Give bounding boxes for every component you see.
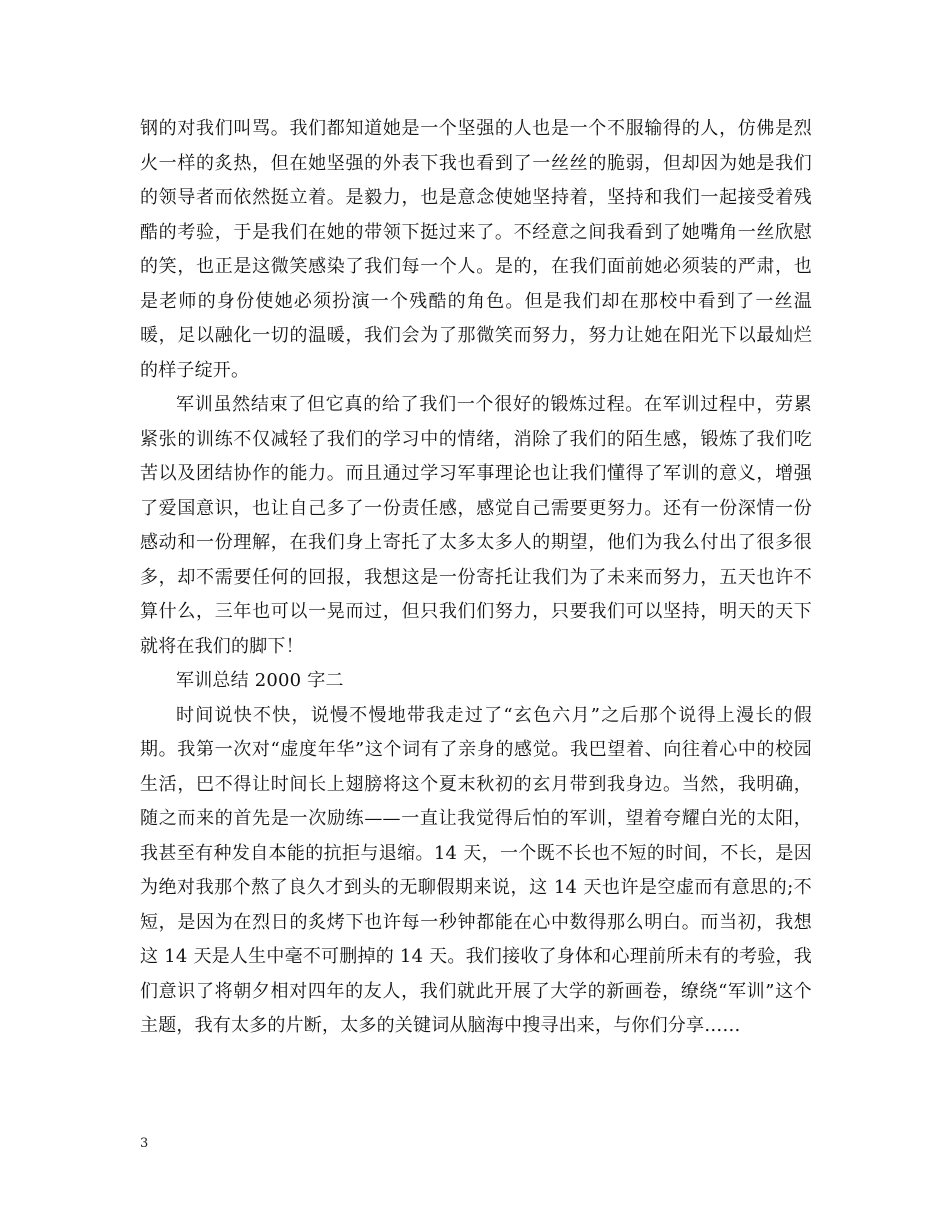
section-heading: 军训总结 2000 字二 (176, 670, 344, 691)
paragraph-1: 钢的对我们叫骂。我们都知道她是一个坚强的人也是一个不服输得的人，仿佛是烈火一样的炙热，但在她坚强的外表下我也看到了一丝丝的脆弱，但却因为她是我们的领导者而依然挺立着。是毅力，也是意念使她坚持着，坚持和我们一起接受着残酷的考验，于是我们在她的带领下挺过来了。不经意之间我看到了她嘴角一丝欣慰的笑，也正是这微笑感染了我们每一个人。是的，在我们面前她必须装的严肃，也是老师的身份使她必须扮演一个残酷的角色。但是我们却在那校中看到了一丝温暖，足以融化一切的温暖，我们会为了那微笑而努力，努力让她在阳光下以最灿烂的样子绽开。 (140, 118, 812, 381)
paragraph-3: 时间说快不快，说慢不慢地带我走过了“玄色六月”之后那个说得上漫长的假期。我第一次对“虚度年华”这个词有了亲身的感觉。我巴望着、向往着心中的校园生活，巴不得让时间长上翅膀将这个夏末秋初的玄月带到我身边。当然，我明确，随之而来的首先是一次励练——一直让我觉得后怕的军训，望着夸耀白光的太阳，我甚至有种发自本能的抗拒与退缩。14 天，一个既不长也不短的时间，不长，是因为绝对我那个熬了良久才到头的无聊假期来说，这 14 天也许是空虚而有意思的;不短，是因为在烈日的炙烤下也许每一秒钟都能在心中数得那么明白。而当初，我想这 14 天是人生中毫不可删掉的 14 天。我们接收了身体和心理前所未有的考验，我们意识了将朝夕相对四年的友人，我们就此开展了大学的新画卷，缭绕“军训”这个主题，我有太多的片断，太多的关键词从脑海中搜寻出来，与你们分享…… (140, 704, 812, 1036)
paragraph-2: 军训虽然结束了但它真的给了我们一个很好的锻炼过程。在军训过程中，劳累紧张的训练不仅减轻了我们的学习中的情绪，消除了我们的陌生感，锻炼了我们吃苦以及团结协作的能力。而且通过学习军事理论也让我们懂得了军训的意义，增强了爱国意识，也让自己多了一份责任感，感觉自己需要更努力。还有一份深情一份感动和一份理解，在我们身上寄托了太多太多人的期望，他们为我么付出了很多很多，却不需要任何的回报，我想这是一份寄托让我们为了未来而努力，五天也许不算什么，三年也可以一晃而过，但只我们们努力，只要我们可以坚持，明天的天下就将在我们的脚下！ (140, 394, 812, 657)
page-number: 3 (140, 1136, 149, 1151)
document-body (140, 112, 812, 1044)
